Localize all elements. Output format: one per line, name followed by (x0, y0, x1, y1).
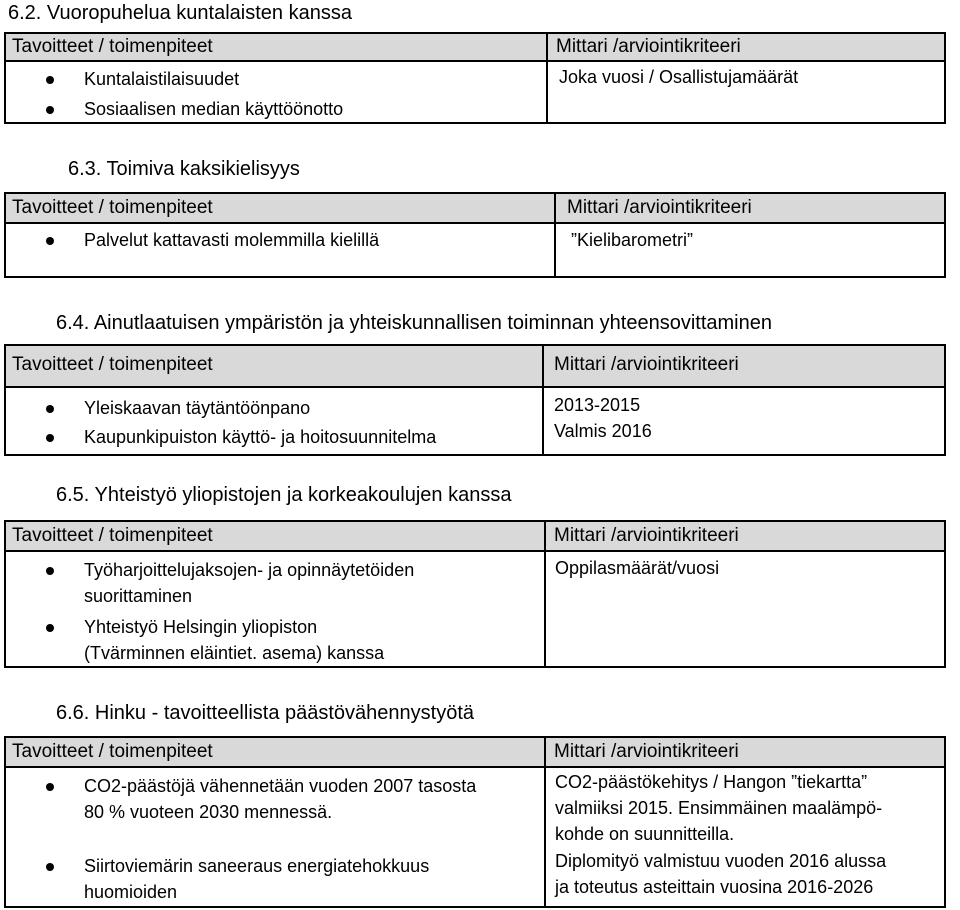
bullet-icon (46, 863, 54, 871)
metric-text: Diplomityö valmistuu vuoden 2016 alussa (555, 851, 887, 871)
header-goals: Tavoitteet / toimenpiteet (12, 354, 213, 375)
header-goals: Tavoitteet / toimenpiteet (12, 36, 213, 57)
list-item-line: suorittaminen (84, 586, 193, 606)
list-item-line: huomioiden (84, 882, 178, 902)
header-metric: Mittari /arviointikriteeri (554, 354, 739, 375)
bullet-icon (46, 567, 54, 575)
metric-text: valmiiksi 2015. Ensimmäinen maalämpö- (555, 798, 883, 818)
table-6-6 (4, 736, 946, 908)
metric-text: 2013-2015 (554, 395, 641, 415)
metric-text: Valmis 2016 (554, 421, 652, 441)
bullet-icon (46, 624, 54, 632)
list-item-line: Työharjoittelujaksojen- ja opinnäytetöiden (84, 560, 415, 580)
column-divider (546, 34, 548, 122)
metric-text: Joka vuosi / Osallistujamäärät (559, 67, 799, 87)
bullet-icon (46, 783, 54, 791)
table-6-5 (4, 520, 946, 668)
header-metric: Mittari /arviointikriteeri (567, 197, 752, 218)
table-6-3 (4, 192, 946, 278)
list-item-line: Siirtoviemärin saneeraus energiatehokkuus (84, 856, 430, 876)
bullet-icon (46, 434, 54, 442)
bullet-icon (46, 405, 54, 413)
list-item: Kuntalaistilaisuudet (84, 69, 240, 89)
list-item-line: 80 % vuoteen 2030 mennessä. (84, 802, 333, 822)
list-item: Sosiaalisen median käyttöönotto (84, 99, 344, 119)
section-title-6-2: 6.2. Vuoropuhelua kuntalaisten kanssa (8, 2, 352, 24)
list-item-line: Yhteistyö Helsingin yliopiston (84, 617, 318, 637)
section-title-6-5: 6.5. Yhteistyö yliopistojen ja korkeakoulujen kanssa (56, 484, 512, 506)
header-goals: Tavoitteet / toimenpiteet (12, 197, 213, 218)
metric-text: CO2-päästökehitys / Hangon ”tiekartta” (555, 772, 868, 792)
column-divider (554, 194, 556, 276)
column-divider (542, 346, 544, 454)
metric-text: ”Kielibarometri” (571, 230, 694, 250)
list-item: Yleiskaavan täytäntöönpano (84, 398, 311, 418)
list-item: Kaupunkipuiston käyttö- ja hoitosuunnitelma (84, 427, 437, 447)
section-title-6-4: 6.4. Ainutlaatuisen ympäristön ja yhteiskunnallisen toiminnan yhteensovittaminen (56, 312, 772, 334)
bullet-icon (46, 106, 54, 114)
list-item-line: CO2-päästöjä vähennetään vuoden 2007 tasosta (84, 776, 477, 796)
list-item-line: (Tvärminnen eläintiet. asema) kanssa (84, 643, 385, 663)
header-metric: Mittari /arviointikriteeri (554, 741, 739, 762)
column-divider (544, 738, 546, 906)
table-6-2 (4, 32, 946, 124)
list-item: Palvelut kattavasti molemmilla kielillä (84, 230, 380, 250)
header-metric: Mittari /arviointikriteeri (554, 525, 739, 546)
section-title-6-3: 6.3. Toimiva kaksikielisyys (68, 158, 300, 180)
bullet-icon (46, 237, 54, 245)
metric-text: Oppilasmäärät/vuosi (555, 558, 720, 578)
table-6-4 (4, 344, 946, 456)
header-goals: Tavoitteet / toimenpiteet (12, 741, 213, 762)
metric-text: kohde on suunnitteilla. (555, 824, 735, 844)
bullet-icon (46, 76, 54, 84)
column-divider (544, 522, 546, 666)
metric-text: ja toteutus asteittain vuosina 2016-2026 (555, 877, 874, 897)
header-goals: Tavoitteet / toimenpiteet (12, 525, 213, 546)
header-metric: Mittari /arviointikriteeri (556, 36, 741, 57)
section-title-6-6: 6.6. Hinku - tavoitteellista päästövähennystyötä (56, 702, 475, 724)
